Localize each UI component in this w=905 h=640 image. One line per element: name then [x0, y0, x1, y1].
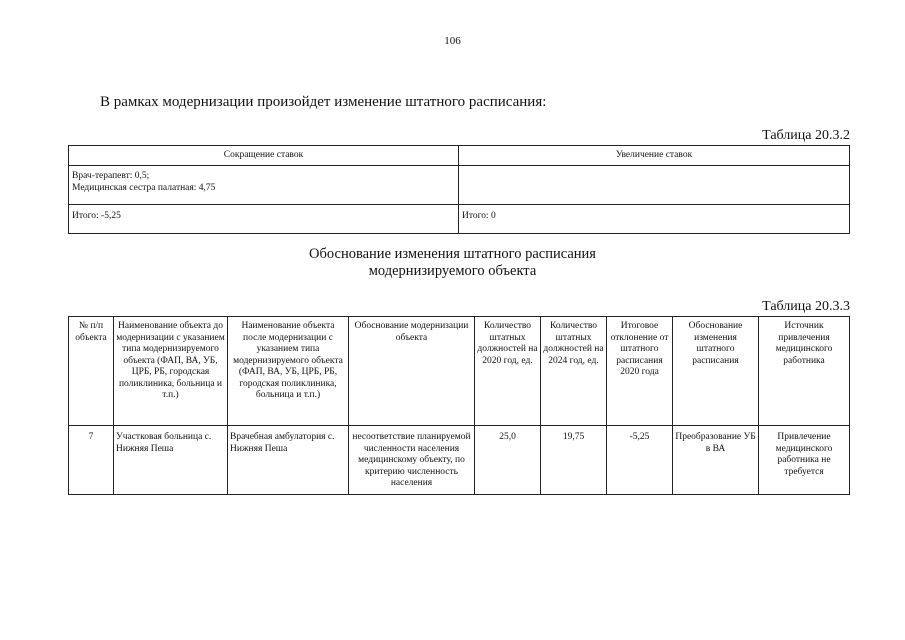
- header-staff-2020: Количество штатных должностей на 2020 год, ед.: [475, 317, 541, 426]
- table1-header-increase: Увеличение ставок: [459, 146, 850, 166]
- table1-reduction-cell: [69, 166, 459, 205]
- reduction-line: Врач-терапевт: 0,5;: [72, 171, 150, 181]
- intro-text: В рамках модернизации произойдет изменение штатного расписания:: [100, 94, 547, 110]
- table1-total-increase: Итого: 0: [459, 205, 850, 234]
- table-row: [69, 426, 850, 495]
- cell-after: Врачебная амбулатория с. Нижняя Пеша: [228, 426, 349, 495]
- table2-header-row: [69, 317, 850, 426]
- table1-body-row: [69, 166, 850, 205]
- header-after: Наименование объекта после модернизации с указанием типа модернизируемого объекта (ФАП, ВА, УБ, ЦРБ, РБ, городская поликлиника, больница и т.п.): [228, 317, 349, 426]
- cell-justification: несоответствие планируемой численности населения медицинскому объекту, по критерию численность населения: [349, 426, 475, 495]
- cell-change-reason: Преобразование УБ в ВА: [673, 426, 759, 495]
- reduction-line: Медицинская сестра палатная: 4,75: [72, 183, 216, 193]
- cell-staff-2020: 25,0: [475, 426, 541, 495]
- header-num: № п/п объекта: [69, 317, 114, 426]
- staff-change-table: [68, 145, 850, 234]
- header-change-reason: Обоснование изменения штатного расписания: [673, 317, 759, 426]
- cell-deviation: -5,25: [607, 426, 673, 495]
- modernization-justification-table: [68, 316, 850, 495]
- header-deviation: Итоговое отклонение от штатного расписания 2020 года: [607, 317, 673, 426]
- table1-total-reduction: Итого: -5,25: [69, 205, 459, 234]
- header-before: Наименование объекта до модернизации с указанием типа модернизируемого объекта (ФАП, ВА, УБ, ЦРБ, РБ, городская поликлиника, больница и т.п.): [114, 317, 228, 426]
- page-number: 106: [444, 35, 461, 47]
- cell-num: 7: [69, 426, 114, 495]
- cell-source: Привлечение медицинского работника не требуется: [759, 426, 850, 495]
- cell-before: Участковая больница с. Нижняя Пеша: [114, 426, 228, 495]
- header-source: Источник привлечения медицинского работника: [759, 317, 850, 426]
- table2-caption: Таблица 20.3.3: [762, 299, 850, 314]
- heading-line: модернизируемого объекта: [368, 263, 537, 279]
- table1-header-row: [69, 146, 850, 166]
- heading-line: Обоснование изменения штатного расписания: [309, 246, 596, 262]
- table1-caption: Таблица 20.3.2: [762, 128, 850, 143]
- table1-increase-cell: [459, 166, 850, 205]
- header-justification: Обоснование модернизации объекта: [349, 317, 475, 426]
- cell-staff-2024: 19,75: [541, 426, 607, 495]
- section-heading: [0, 246, 905, 280]
- table1-header-reduction: Сокращение ставок: [69, 146, 459, 166]
- table1-total-row: [69, 205, 850, 234]
- header-staff-2024: Количество штатных должностей на 2024 год, ед.: [541, 317, 607, 426]
